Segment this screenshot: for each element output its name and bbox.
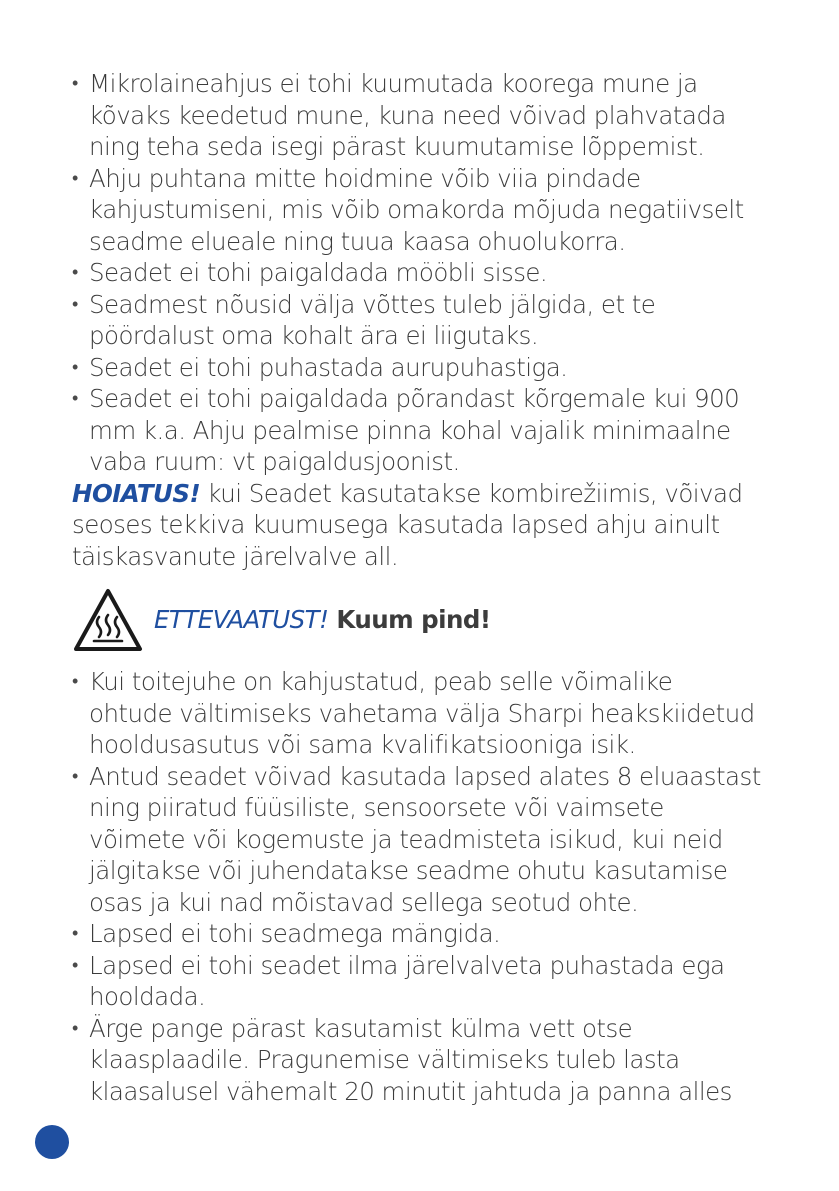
list-item <box>72 950 772 1013</box>
text-line: ning teha seda isegi pärast kuumutamise lõppemist. <box>89 132 705 161</box>
text-line: • Mikrolaineahjus ei tohi kuumutada koorega mune ja <box>89 69 698 98</box>
text-line: jälgitakse või juhendatakse seadme ohutu kasutamise <box>89 856 728 885</box>
list-item <box>72 289 772 352</box>
text-line: vaba ruum: vt paigaldusjoonist. <box>89 447 460 476</box>
text-line: • Seadet ei tohi paigaldada mööbli sisse. <box>89 258 548 287</box>
text-line: • Seadet ei tohi paigaldada põrandast kõrgemale kui 900 <box>89 384 740 413</box>
list-item <box>72 666 772 761</box>
text-line: • Ärge pange pärast kasutamist külma vett otse <box>89 1013 633 1043</box>
list-item <box>72 257 772 289</box>
list-item <box>72 68 772 163</box>
list-item <box>72 163 772 258</box>
text-line: • Seadet ei tohi puhastada aurupuhastiga. <box>89 352 568 382</box>
warning-line-1 <box>72 478 772 510</box>
text-line: hooldusasutus või sama kvalifikatsiooniga isik. <box>89 730 636 759</box>
bullet-list-bottom <box>72 666 772 1107</box>
caution-text: Kuum pind! <box>336 605 491 635</box>
warning-text: kui Seadet kasutatakse kombirežiimis, võivad <box>200 478 743 508</box>
text-line: võimete või kogemuste ja teadmisteta isikud, kui neid <box>89 824 723 854</box>
list-item <box>72 383 772 478</box>
list-item <box>72 1013 772 1108</box>
text-line: klaasalusel vähemalt 20 minutit jahtuda ja panna alles <box>89 1076 732 1106</box>
document-body <box>72 68 772 1107</box>
warning-line-2: seoses tekkiva kuumusega kasutada lapsed ahju ainult <box>72 510 720 539</box>
text-line: kõvaks keedetud mune, kuna need võivad plahvatada <box>89 100 726 130</box>
bullet-list-top <box>72 68 772 478</box>
page-marker-dot <box>35 1125 69 1159</box>
text-line: mm k.a. Ahju pealmise pinna kohal vajalik minimaalne <box>89 415 731 445</box>
text-line: • Kui toitejuhe on kahjustatud, peab selle võimalike <box>89 667 673 696</box>
caution-label: ETTEVAATUST! <box>154 605 329 635</box>
text-line: klaasplaadile. Pragunemise vältimiseks tuleb lasta <box>89 1045 680 1074</box>
warning-label: HOIATUS! <box>72 478 201 508</box>
text-line: • Seadmest nõusid välja võttes tuleb jälgida, et te <box>89 289 656 319</box>
text-line: • Ahju puhtana mitte hoidmine võib viia pindade <box>89 163 641 193</box>
list-item <box>72 352 772 384</box>
text-line: seadme elueale ning tuua kaasa ohuolukorra. <box>89 226 626 256</box>
text-line: hooldada. <box>89 982 206 1011</box>
text-line: ohtude vältimiseks vahetama välja Sharpi heakskiidetud <box>89 698 755 728</box>
text-line: • Antud seadet võivad kasutada lapsed alates 8 eluaastast <box>89 761 761 791</box>
warning-paragraph <box>72 478 772 573</box>
caution-banner <box>72 588 772 652</box>
text-line: • Lapsed ei tohi seadet ilma järelvalveta puhastada ega <box>89 950 725 980</box>
text-line: pöördalust oma kohalt ära ei liigutaks. <box>89 321 539 350</box>
warning-line-3: täiskasvanute järelvalve all. <box>72 541 399 571</box>
text-line: ning piiratud füüsiliste, sensoorsete või vaimsete <box>89 793 664 822</box>
text-line: kahjustumiseni, mis võib omakorda mõjuda negatiivselt <box>89 195 744 224</box>
list-item <box>72 761 772 919</box>
text-line: osas ja kui nad mõistavad sellega seotud ohte. <box>89 887 639 917</box>
list-item <box>72 918 772 950</box>
text-line: • Lapsed ei tohi seadmega mängida. <box>89 919 501 948</box>
hot-surface-icon <box>72 587 144 653</box>
